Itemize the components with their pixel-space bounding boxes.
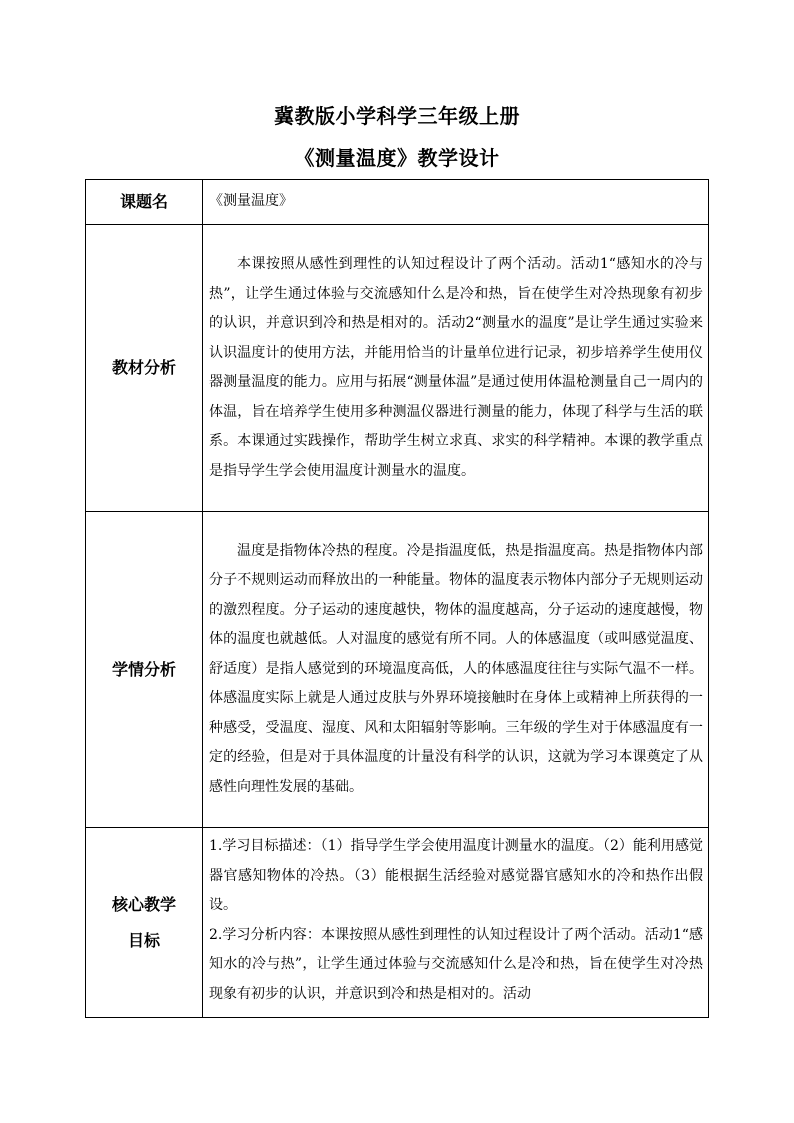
document-title: 冀教版小学科学三年级上册 — [274, 104, 520, 128]
student-analysis-label: 学情分析 — [86, 512, 203, 828]
lesson-plan-table — [85, 179, 709, 1018]
student-analysis-text: 温度是指物体冷热的程度。冷是指温度低，热是指温度高。热是指物体内部分子不规则运动而释放出的一种能量。物体的温度表示物体内部分子无规则运动的激烈程度。分子运动的速度越快，物体的温度越高，分子运动的速度越慢，物体的温度也就越低。人对温度的感觉有所不同。人的体感温度（或叫感觉温度、舒适度）是指人感觉到的环境温度高低，人的体感温度往往与实际气温不一样。体感温度实际上就是人通过皮肤与外界环境接触时在身体上或精神上所获得的一种感受，受温度、湿度、风和太阳辐射等影响。三年级的学生对于体感温度有一定的经验，但是对于具体温度的计量没有科学的认识，这就为学习本课奠定了从感性向理性发展的基础。 — [209, 542, 703, 795]
core-goals-analysis: 2.学习分析内容：本课按照从感性到理性的认知过程设计了两个活动。活动1“感知水的冷与热”，让学生通过体验与交流感知什么是冷和热，旨在使学生对冷热现象有初步的认识，并意识到冷和热是相对的。活动 — [209, 926, 703, 1002]
table-row-student-analysis — [86, 512, 709, 828]
material-analysis-label: 教材分析 — [86, 225, 203, 512]
core-goals-objectives: 1.学习目标描述：（1）指导学生学会使用温度计测量水的温度。（2）能利用感觉器官感知物体的冷热。（3）能根据生活经验对感觉器官感知水的冷和热作出假设。 — [209, 838, 703, 913]
topic-value: 《测量温度》 — [203, 180, 709, 225]
core-goals-cell — [203, 828, 709, 1018]
document-subtitle: 《测量温度》教学设计 — [294, 146, 500, 170]
table-row-topic — [86, 180, 709, 225]
material-analysis-text: 本课按照从感性到理性的认知过程设计了两个活动。活动1“感知水的冷与热”，让学生通过体验与交流感知什么是冷和热，旨在使学生对冷热现象有初步的认识，并意识到冷和热是相对的。活动2“测量水的温度”是让学生通过实验来认识温度计的使用方法，并能用恰当的计量单位进行记录，初步培养学生使用仪器测量温度的能力。应用与拓展“测量体温”是通过使用体温枪测量自己一周内的体温，旨在培养学生使用多种测温仪器进行测量的能力，体现了科学与生活的联系。本课通过实践操作，帮助学生树立求真、求实的科学精神。本课的教学重点是指导学生学会使用温度计测量水的温度。 — [209, 256, 703, 479]
core-goals-label-line2: 目标 — [127, 930, 160, 950]
student-analysis-cell — [203, 512, 709, 828]
table-row-material-analysis — [86, 225, 709, 512]
core-goals-label-line1: 核心教学 — [111, 894, 176, 914]
core-goals-text-area — [209, 832, 703, 1013]
material-analysis-cell — [203, 225, 709, 512]
topic-label: 课题名 — [86, 180, 203, 225]
table-row-core-goals — [86, 828, 709, 1018]
core-goals-label — [86, 828, 203, 1018]
